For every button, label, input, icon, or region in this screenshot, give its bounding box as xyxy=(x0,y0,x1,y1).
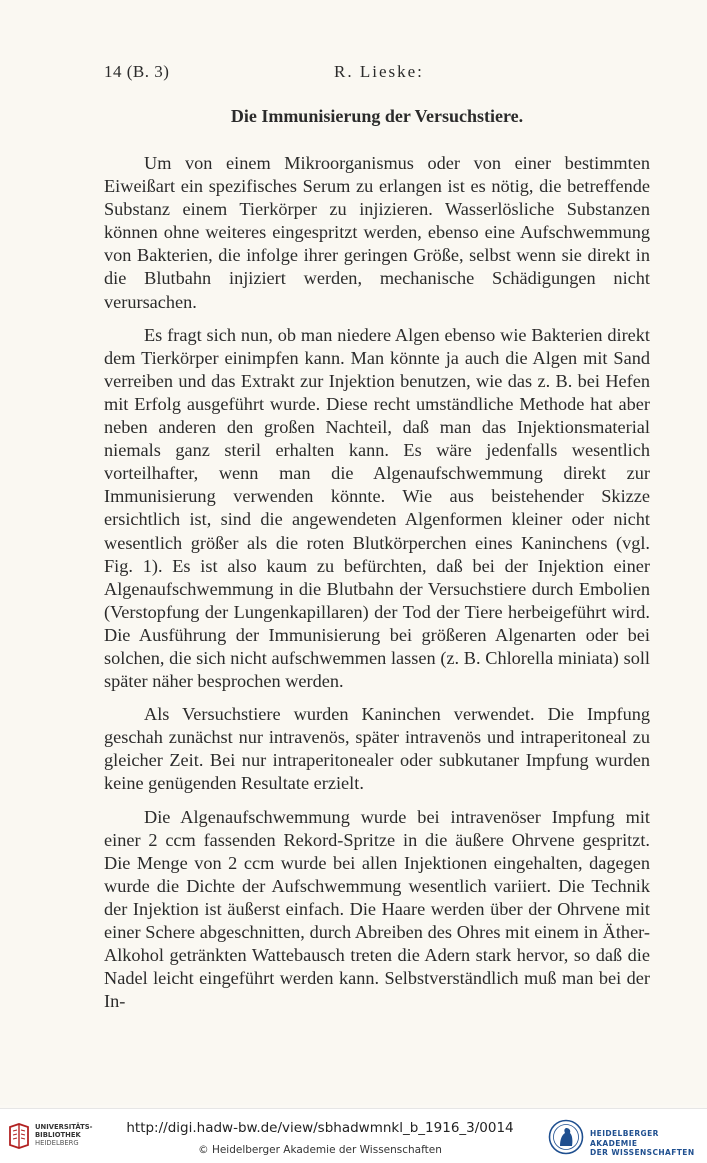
paragraph: Um von einem Mikroorganismus oder von einer bestimmten Eiweißart ein spezifisches Serum zu erlangen ist es nötig, die betreffende Substanz einem Tierkörper zu injizieren. Wasserlösliche Substanzen können ohne weiteres eingespritzt werden, ebenso eine Aufschwemmung von Bakterien, die infolge ihrer geringen Größe, selbst wenn sie direkt in die Blutbahn injiziert werden, mechanische Schädigungen nicht verursachen. xyxy=(104,153,650,312)
academy-name xyxy=(590,1129,704,1158)
page-number: 14 (B. 3) xyxy=(104,62,170,81)
academy-name-line1: HEIDELBERGER AKADEMIE xyxy=(590,1129,659,1148)
running-head-author: R. Lieske: xyxy=(334,62,424,81)
academy-name-line2: DER WISSENSCHAFTEN xyxy=(590,1148,695,1157)
body-text xyxy=(104,152,650,1023)
library-name-line3: HEIDELBERG xyxy=(35,1139,79,1147)
paragraph: Als Versuchstiere wurden Kaninchen verwendet. Die Impfung geschah zunächst nur intravenös, später intravenös und intraperitoneal zu gleicher Zeit. Bei nur intraperitonealer oder subkutaner Impfung wurden keine genügenden Resultate erzielt. xyxy=(104,704,650,794)
academy-seal-icon xyxy=(548,1119,584,1155)
library-logo[interactable] xyxy=(8,1121,98,1153)
permalink-url[interactable]: http://digi.hadw-bw.de/view/sbhadwmnkl_b_1916_3/0014 xyxy=(126,1120,514,1136)
section-title: Die Immunisierung der Versuchstiere. xyxy=(230,106,524,126)
viewer-footer xyxy=(0,1108,707,1163)
running-head xyxy=(104,62,650,86)
paragraph: Es fragt sich nun, ob man niedere Algen ebenso wie Bakterien direkt dem Tierkörper einimpfen kann. Man könnte ja auch die Algen mit Sand verreiben und das Extrakt zur Injektion benutzen, wie das z. B. bei Hefen mit Erfolg ausgeführt wurde. Diese recht umständliche Methode hat aber neben anderen den großen Nachteil, daß man das Injektionsmaterial niemals ganz steril erhalten kann. Es wäre jedenfalls wesentlich vorteilhafter, wenn man die Algenaufschwemmung direkt zur Immunisierung verwenden könnte. Wie aus beistehender Skizze ersichtlich ist, sind die angewendeten Algenformen kleiner oder nicht wesentlich größer als die roten Blutkörperchen eines Kaninchens (vgl. Fig. 1). Es ist also kaum zu befürchten, daß bei der Injektion einer Algenaufschwemmung in die Blutbahn der Versuchstiere durch Embolien (Verstopfung der Lungenkapillaren) der Tod der Tiere herbeigeführt wird. Die Ausführung der Immunisierung bei größeren Algenarten oder bei solchen, die sich nicht aufschwemmen lassen (z. B. Chlorella miniata) soll später näher besprochen werden. xyxy=(104,324,650,692)
copyright-notice: © Heidelberger Akademie der Wissenschaften xyxy=(198,1144,442,1156)
library-name xyxy=(35,1123,93,1147)
library-name-line2: BIBLIOTHEK xyxy=(35,1131,81,1139)
academy-logo[interactable] xyxy=(548,1119,704,1157)
paragraph: Die Algenaufschwemmung wurde bei intravenöser Impfung mit einer 2 ccm fassenden Rekord-Spritze in die äußere Ohrvene gespritzt. Die Menge von 2 ccm wurde bei allen Injektionen eingehalten, dagegen wurde die Dichte der Aufschwemmung wesentlich variiert. Die Technik der Injektion ist äußerst einfach. Die Haare werden über der Ohrvene mit einer Schere abgeschnitten, durch Abreiben des Ohres mit einem in Äther-Alkohol getränkten Wattebausch treten die Adern stark hervor, so daß die Nadel leicht eingeführt werden kann. Selbstverständlich muß man bei der In- xyxy=(104,806,650,1012)
library-name-line1: UNIVERSITÄTS- xyxy=(35,1123,93,1131)
library-book-icon xyxy=(8,1123,30,1149)
